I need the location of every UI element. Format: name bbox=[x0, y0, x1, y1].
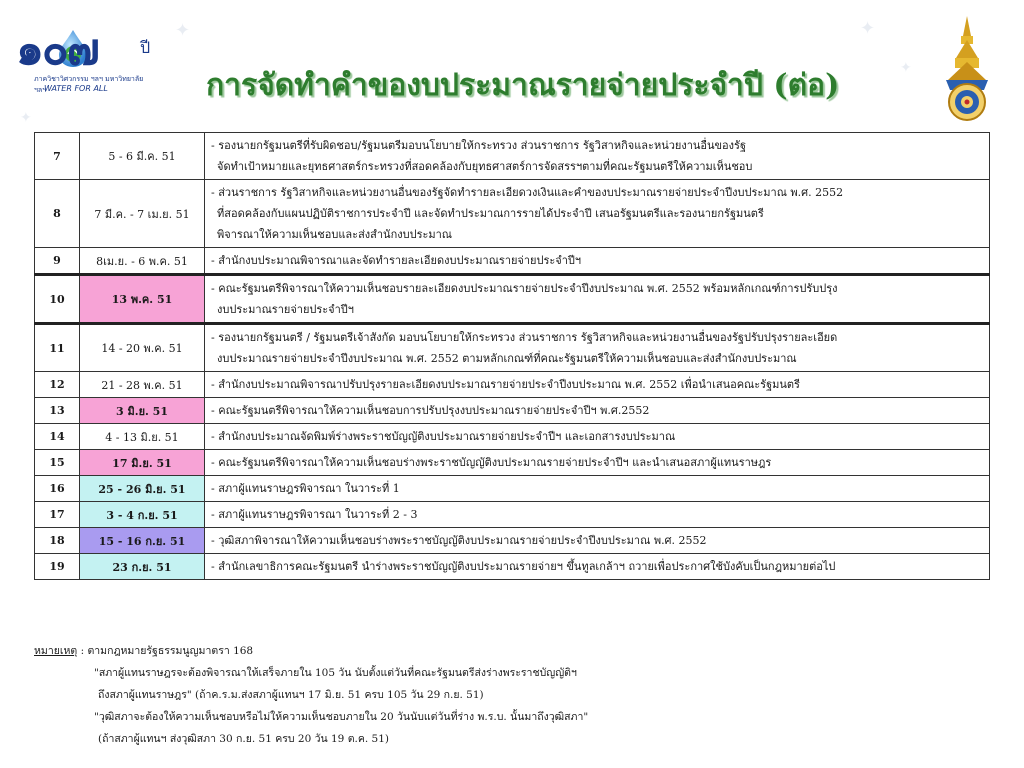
row-number: 14 bbox=[35, 424, 80, 450]
decorative-star-icon: ✦ bbox=[860, 18, 876, 39]
description-line: - สำนักงบประมาณพิจารณาปรับปรุงรายละเอียดงบประมาณรายจ่ายประจำปีงบประมาณ พ.ศ. 2552 เพื่อนำเสนอคณะรัฐมนตรี bbox=[211, 378, 800, 391]
notes bbox=[34, 640, 994, 750]
schedule-table bbox=[34, 132, 990, 580]
description-line: งบประมาณรายจ่ายประจำปีงบประมาณ พ.ศ. 2552 ตามหลักเกณฑ์ที่คณะรัฐมนตรีให้ความเห็นชอบและส่งสำนักงบประมาณ bbox=[217, 352, 797, 365]
row-number: 10 bbox=[35, 275, 80, 324]
table-row bbox=[35, 180, 990, 248]
row-number: 13 bbox=[35, 398, 80, 424]
row-date: 25 - 26 มิ.ย. 51 bbox=[80, 476, 205, 502]
row-description bbox=[205, 528, 990, 554]
notes-line-3: "วุฒิสภาจะต้องให้ความเห็นชอบหรือไม่ให้ความเห็นชอบภายใน 20 วันนับแต่วันที่ร่าง พ.ร.บ. นั้นมาถึงวุฒิสภา" bbox=[94, 711, 589, 723]
table-row bbox=[35, 133, 990, 180]
table-row bbox=[35, 248, 990, 275]
row-date: 5 - 6 มี.ค. 51 bbox=[80, 133, 205, 180]
table-row bbox=[35, 450, 990, 476]
table-row bbox=[35, 424, 990, 450]
table-row bbox=[35, 324, 990, 372]
row-date: 23 ก.ย. 51 bbox=[80, 554, 205, 580]
row-number: 16 bbox=[35, 476, 80, 502]
row-date: 17 มิ.ย. 51 bbox=[80, 450, 205, 476]
notes-line-2: ถึงสภาผู้แทนราษฎร" (ถ้าค.ร.ม.ส่งสภาผู้แทนฯ 17 มิ.ย. 51 ครบ 105 วัน 29 ก.ย. 51) bbox=[98, 689, 484, 701]
table-row bbox=[35, 502, 990, 528]
description-line: - คณะรัฐมนตรีพิจารณาให้ความเห็นชอบรายละเอียดงบประมาณรายจ่ายประจำปีงบประมาณ พ.ศ. 2552 พร้อมหลักเกณฑ์การปรับปรุง bbox=[211, 282, 838, 295]
description-line: - คณะรัฐมนตรีพิจารณาให้ความเห็นชอบร่างพระราชบัญญัติงบประมาณรายจ่ายประจำปีฯ และนำเสนอสภาผู้แทนราษฎร bbox=[211, 456, 772, 469]
row-description bbox=[205, 180, 990, 248]
description-line: - ส่วนราชการ รัฐวิสาหกิจและหน่วยงานอื่นของรัฐจัดทำรายละเอียดวงเงินและคำของบประมาณรายจ่ายประจำปีงบประมาณ พ.ศ. 2552 bbox=[211, 186, 844, 199]
row-description bbox=[205, 275, 990, 324]
logo-suffix: ปี bbox=[140, 38, 151, 57]
row-number: 12 bbox=[35, 372, 80, 398]
row-number: 9 bbox=[35, 248, 80, 275]
notes-line-0: หมายเหตุ : ตามกฎหมายรัฐธรรมนูญมาตรา 168 bbox=[34, 645, 254, 657]
row-date: 15 - 16 ก.ย. 51 bbox=[80, 528, 205, 554]
notes-line-4: (ถ้าสภาผู้แทนฯ ส่งวุฒิสภา 30 ก.ย. 51 ครบ 20 วัน 19 ต.ค. 51) bbox=[98, 733, 390, 745]
decorative-star-icon: ✦ bbox=[175, 20, 191, 41]
notes-line-1: "สภาผู้แทนราษฎรจะต้องพิจารณาให้เสร็จภายใน 105 วัน นับตั้งแต่วันที่คณะรัฐมนตรีส่งร่างพระราชบัญญัติฯ bbox=[94, 667, 577, 679]
royal-emblem-icon bbox=[938, 14, 996, 122]
row-number: 17 bbox=[35, 502, 80, 528]
row-description bbox=[205, 398, 990, 424]
description-line: - วุฒิสภาพิจารณาให้ความเห็นชอบร่างพระราชบัญญัติงบประมาณรายจ่ายประจำปีงบประมาณ พ.ศ. 2552 bbox=[211, 534, 707, 547]
row-description bbox=[205, 554, 990, 580]
row-date: 3 มิ.ย. 51 bbox=[80, 398, 205, 424]
description-line: - สภาผู้แทนราษฎรพิจารณา ในวาระที่ 2 - 3 bbox=[211, 508, 418, 521]
row-date: 8เม.ย. - 6 พ.ค. 51 bbox=[80, 248, 205, 275]
row-date: 13 พ.ค. 51 bbox=[80, 275, 205, 324]
description-line: - รองนายกรัฐมนตรีที่รับผิดชอบ/รัฐมนตรีมอบนโยบายให้กระทรวง ส่วนราชการ รัฐวิสาหกิจและหน่วยงานอื่นของรัฐ bbox=[211, 139, 747, 152]
row-description bbox=[205, 476, 990, 502]
table-row bbox=[35, 372, 990, 398]
row-description bbox=[205, 324, 990, 372]
row-description bbox=[205, 424, 990, 450]
description-line: - สำนักงบประมาณพิจารณาและจัดทำรายละเอียดงบประมาณรายจ่ายประจำปีฯ bbox=[211, 254, 582, 267]
row-description bbox=[205, 502, 990, 528]
notes-label: หมายเหตุ bbox=[34, 645, 78, 657]
description-line: - สำนักงบประมาณจัดพิมพ์ร่างพระราชบัญญัติงบประมาณรายจ่ายประจำปีฯ และเอกสารงบประมาณ bbox=[211, 430, 676, 443]
table-row bbox=[35, 554, 990, 580]
row-number: 15 bbox=[35, 450, 80, 476]
description-line: จัดทำเป้าหมายและยุทธศาสตร์กระทรวงที่สอดคล้องกับยุทธศาสตร์การจัดสรรฯตามที่คณะรัฐมนตรีให้ความเห็นชอบ bbox=[217, 160, 753, 173]
logo bbox=[16, 22, 156, 100]
description-line: งบประมาณรายจ่ายประจำปีฯ bbox=[217, 303, 354, 316]
row-number: 19 bbox=[35, 554, 80, 580]
table-row bbox=[35, 398, 990, 424]
page-title: การจัดทำคำของบประมาณรายจ่ายประจำปี (ต่อ) bbox=[206, 68, 840, 103]
decorative-star-icon: ✦ bbox=[900, 60, 912, 76]
description-line: - สภาผู้แทนราษฎรพิจารณา ในวาระที่ 1 bbox=[211, 482, 400, 495]
row-number: 7 bbox=[35, 133, 80, 180]
description-line: ที่สอดคล้องกับแผนปฏิบัติราชการประจำปี และจัดทำประมาณการรายได้ประจำปี เสนอรัฐมนตรีและรองนายกรัฐมนตรี bbox=[217, 207, 764, 220]
row-description bbox=[205, 372, 990, 398]
logo-subtitle: ภาควิชาวิศวกรรม ฯลฯ มหาวิทยาลัย ฯลฯ bbox=[34, 75, 144, 94]
row-number: 8 bbox=[35, 180, 80, 248]
logo-tagline: WATER FOR ALL bbox=[44, 84, 108, 93]
description-line: - คณะรัฐมนตรีพิจารณาให้ความเห็นชอบการปรับปรุงงบประมาณรายจ่ายประจำปีฯ พ.ศ.2552 bbox=[211, 404, 650, 417]
decorative-star-icon: ✦ bbox=[20, 110, 32, 126]
row-description bbox=[205, 450, 990, 476]
description-line: - สำนักเลขาธิการคณะรัฐมนตรี นำร่างพระราชบัญญัติงบประมาณรายจ่ายฯ ขึ้นทูลเกล้าฯ ถวายเพื่อประกาศใช้บังคับเป็นกฎหมายต่อไป bbox=[211, 560, 836, 573]
row-date: 3 - 4 ก.ย. 51 bbox=[80, 502, 205, 528]
logo-digits: ๑๐๗ bbox=[16, 24, 98, 75]
row-number: 11 bbox=[35, 324, 80, 372]
row-date: 7 มี.ค. - 7 เม.ย. 51 bbox=[80, 180, 205, 248]
description-line: - รองนายกรัฐมนตรี / รัฐมนตรีเจ้าสังกัด มอบนโยบายให้กระทรวง ส่วนราชการ รัฐวิสาหกิจและหน่วยงานอื่นของรัฐปรับปรุงรายละเอียด bbox=[211, 331, 838, 344]
row-description bbox=[205, 133, 990, 180]
row-description bbox=[205, 248, 990, 275]
table-row bbox=[35, 275, 990, 324]
table-row bbox=[35, 476, 990, 502]
row-date: 4 - 13 มิ.ย. 51 bbox=[80, 424, 205, 450]
row-number: 18 bbox=[35, 528, 80, 554]
row-date: 21 - 28 พ.ค. 51 bbox=[80, 372, 205, 398]
table-row bbox=[35, 528, 990, 554]
description-line: พิจารณาให้ความเห็นชอบและส่งสำนักงบประมาณ bbox=[217, 228, 453, 241]
row-date: 14 - 20 พ.ค. 51 bbox=[80, 324, 205, 372]
